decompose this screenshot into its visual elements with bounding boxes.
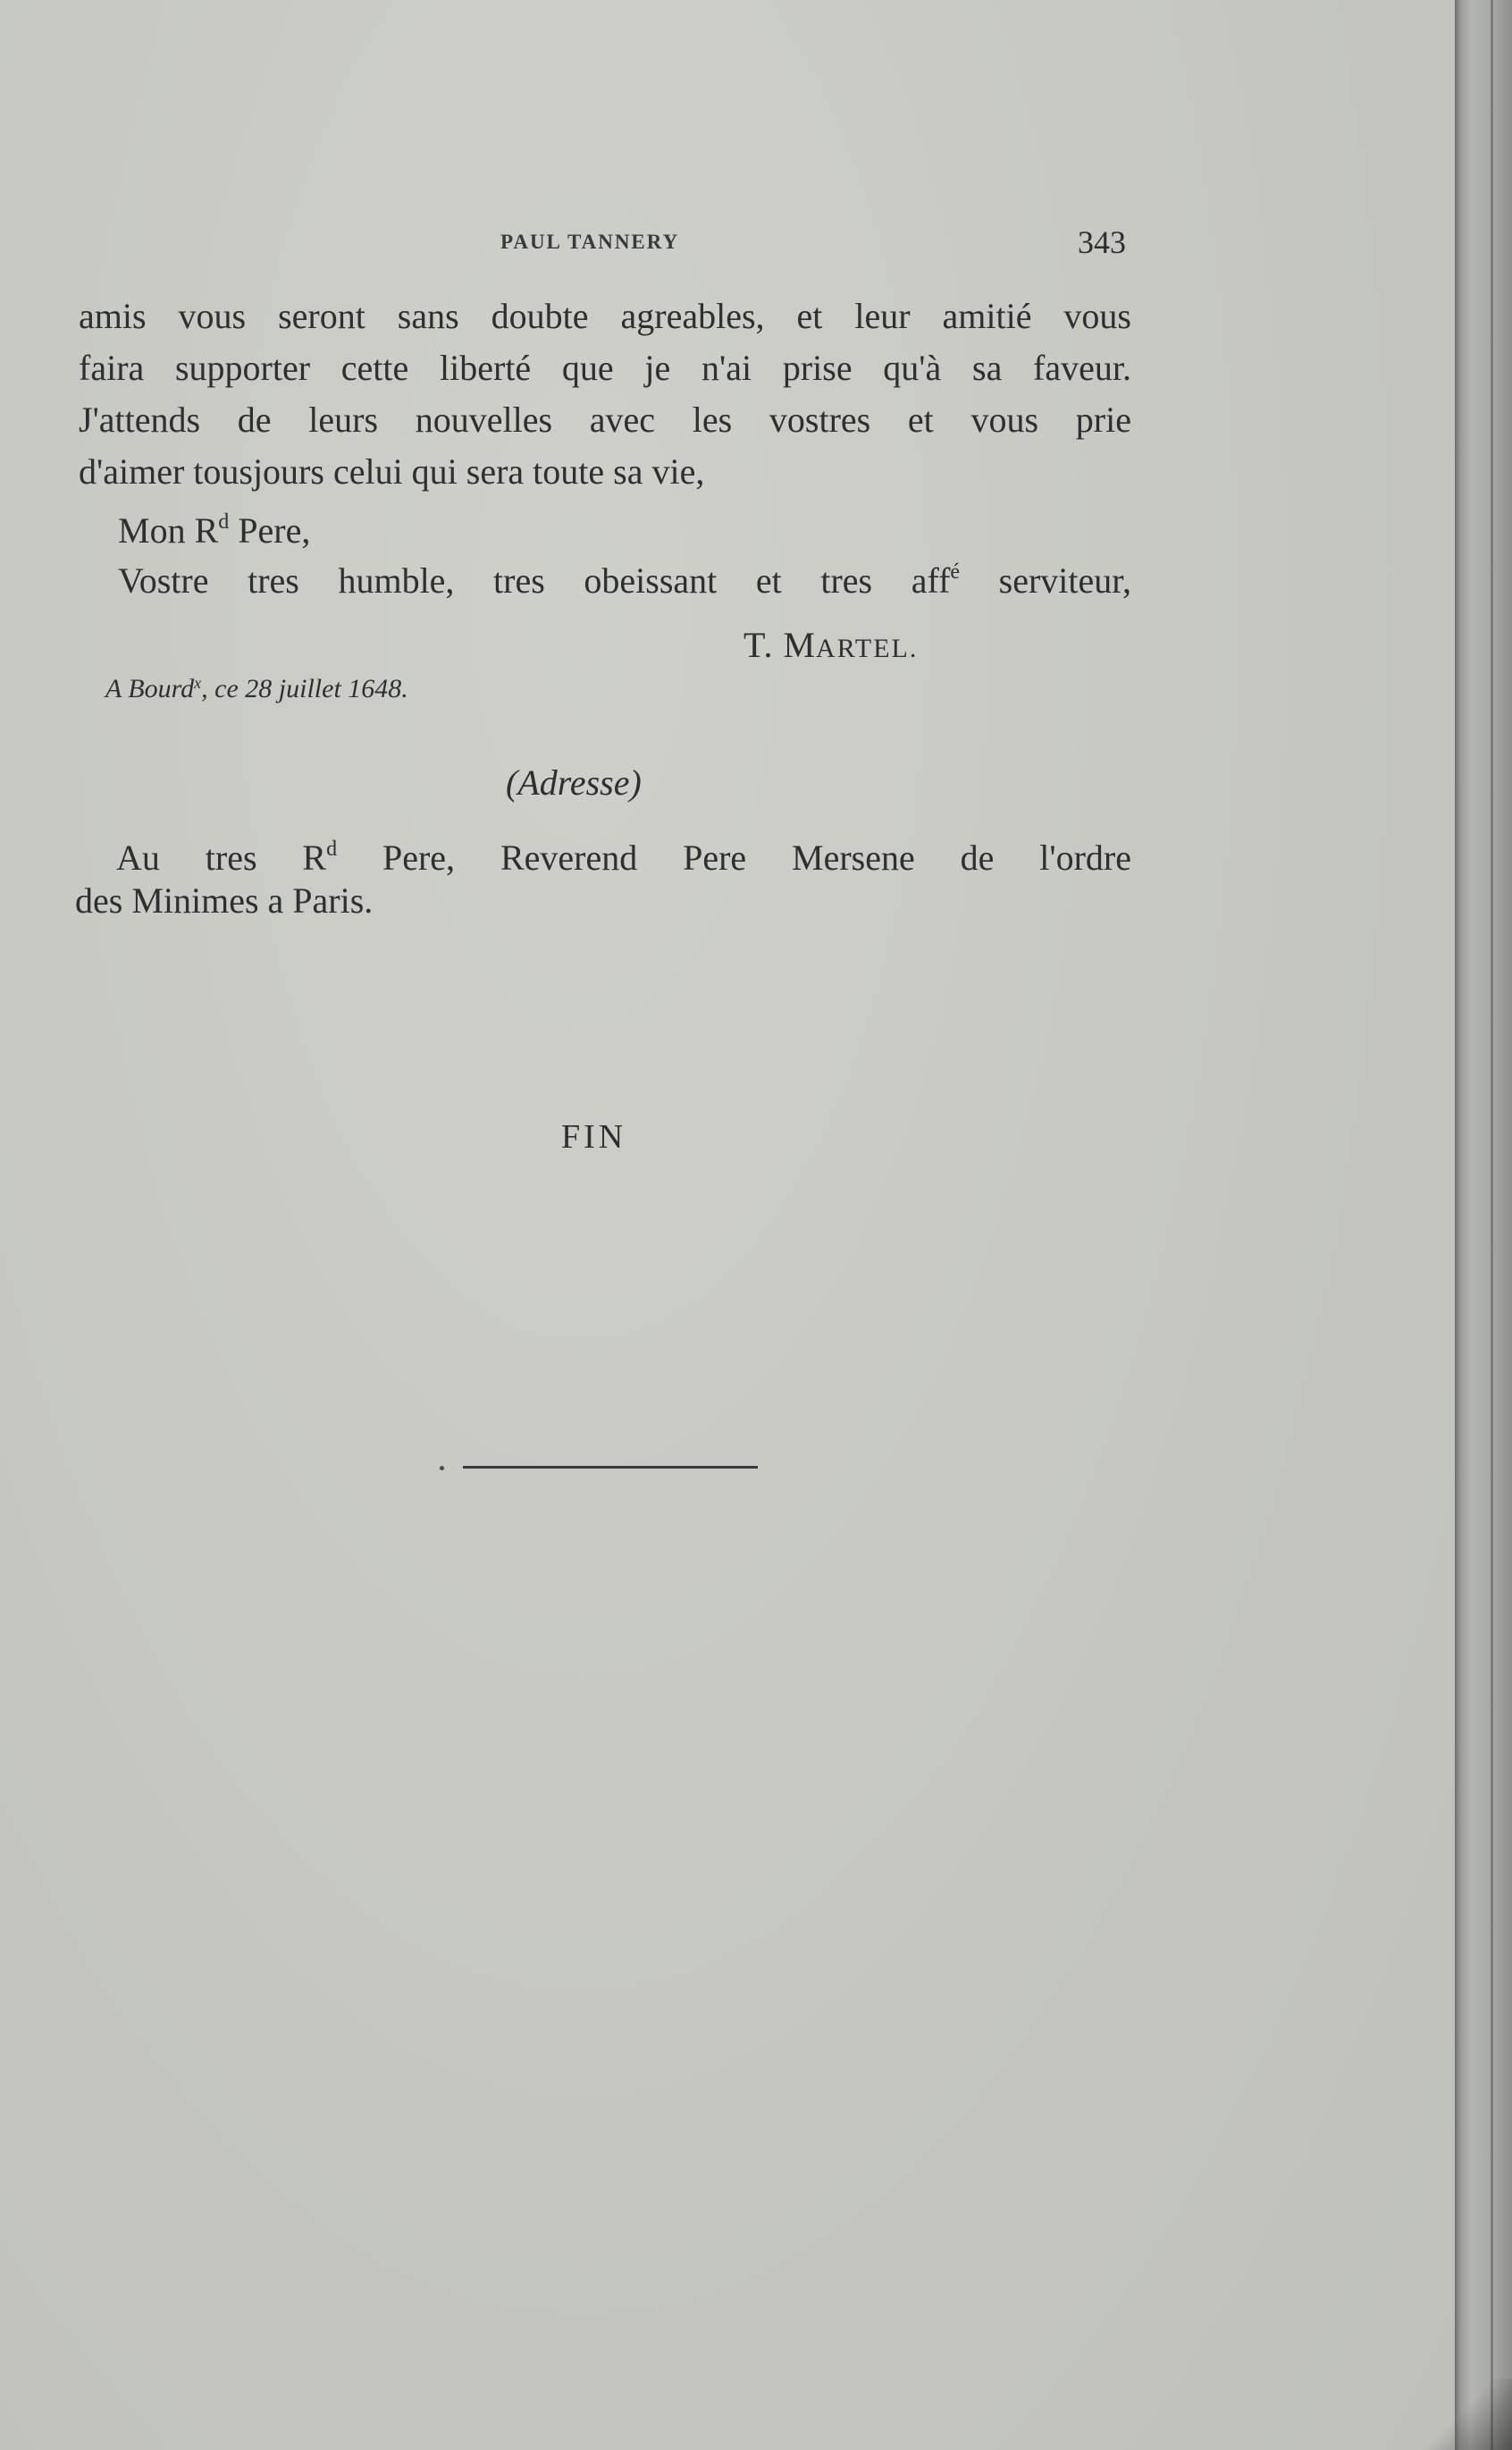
date-prefix: A Bourd — [105, 674, 195, 703]
address-heading: (Adresse) — [506, 762, 642, 803]
letter-line-3: J'attends de leurs nouvelles avec les vostres et vous prie — [79, 400, 1131, 440]
date-superscript: x — [194, 674, 202, 692]
salutation-suffix: Pere, — [229, 510, 311, 551]
closing-formula — [118, 547, 1131, 606]
end-mark: FIN — [561, 1118, 627, 1156]
page-edge — [1455, 0, 1512, 2450]
address-line1-prefix: Au tres R — [116, 838, 327, 878]
running-title: PAUL TANNERY — [500, 231, 680, 253]
closing-superscript: é — [950, 560, 961, 584]
date-suffix: , ce 28 juillet 1648. — [201, 674, 408, 703]
page-number: 343 — [1078, 224, 1126, 260]
letter-line-4: d'aimer tousjours celui qui sera toute sa vie, — [79, 451, 705, 492]
signature-initial: T. M — [743, 625, 817, 665]
letter-line-2: faira supporter cette liberté que je n'ai prise qu'à sa faveur. — [79, 348, 1131, 388]
salutation-prefix: Mon R — [118, 510, 219, 551]
signature-surname: ARTEL. — [816, 634, 919, 663]
signature — [743, 624, 918, 666]
rule-dot — [440, 1466, 444, 1470]
address-line-1 — [116, 824, 1131, 883]
letter-line-1: amis vous seront sans doubte agreables, et leur amitié vous — [79, 296, 1131, 336]
address-superscript: d — [326, 838, 338, 861]
closing-suffix: serviteur, — [960, 560, 1131, 601]
closing-prefix: Vostre tres humble, tres obeissant et tres aff — [118, 560, 951, 601]
end-rule — [463, 1466, 758, 1469]
dateline — [105, 674, 408, 704]
address-line1-suffix: Pere, Reverend Pere Mersene de l'ordre — [337, 838, 1131, 878]
corner-shadow — [1405, 2378, 1512, 2450]
salutation-superscript: d — [218, 510, 230, 534]
address-line-2: des Minimes a Paris. — [75, 880, 374, 921]
